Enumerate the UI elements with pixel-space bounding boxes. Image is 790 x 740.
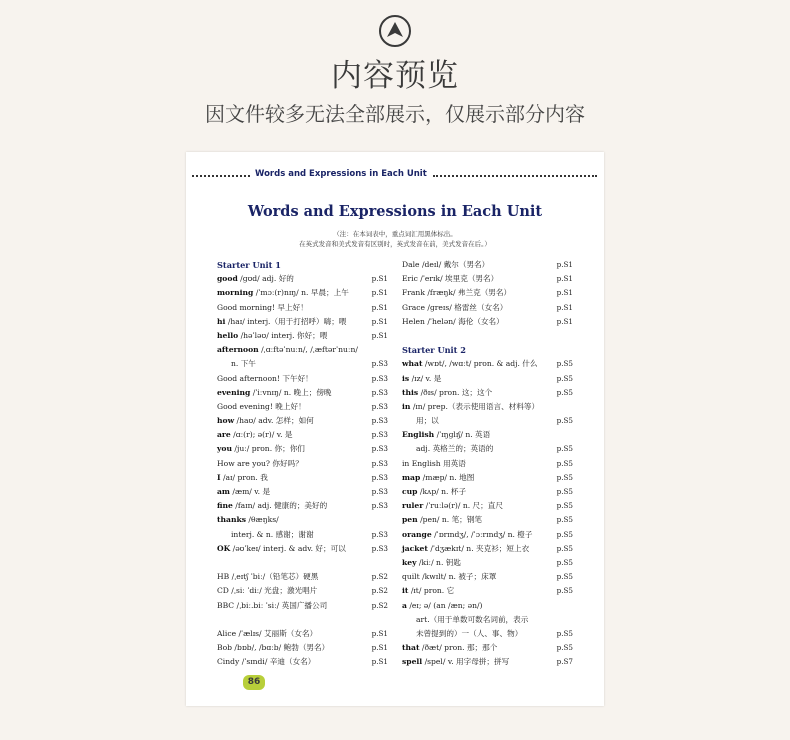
vocab-page-ref: p.S5	[556, 543, 573, 553]
vocab-page-ref: p.S3	[371, 487, 388, 496]
vocab-text	[231, 357, 256, 371]
vocab-page-ref: p.S1	[556, 316, 573, 326]
vocab-entry	[402, 428, 573, 442]
page-heading: 内容预览	[331, 58, 459, 94]
vocab-definition: /ˈɒrɪndʒ/, /ˈɔːrɪndʒ/ n. 橙子	[431, 529, 533, 539]
vocab-text	[217, 400, 306, 414]
vocab-word: orange	[402, 529, 432, 539]
vocab-definition: /θæŋks/	[246, 515, 279, 525]
vocab-page-ref: p.S3	[371, 430, 388, 440]
vocab-text	[416, 627, 522, 641]
vocab-definition: /ðɪs/ pron. 这；这个	[418, 387, 493, 397]
vocab-definition: /wɒt/, /wɑːt/ pron. & adj. 什么	[422, 359, 538, 369]
vocab-text	[217, 542, 346, 556]
vocab-definition: BBC /ˌbiː.biː ˈsiː/ 英国广播公司	[217, 600, 328, 610]
vocab-entry	[402, 357, 573, 371]
vocab-entry	[217, 471, 388, 485]
vocab-entry	[217, 315, 388, 329]
vocab-text	[402, 513, 482, 527]
vocab-definition: /əʊˈkeɪ/ interj. & adv. 好；可以	[230, 543, 346, 553]
vocab-word: evening	[217, 387, 251, 397]
vocab-definition: /ɪz/ v. 是	[409, 373, 442, 383]
spacer	[402, 329, 573, 343]
running-head	[186, 169, 604, 181]
vocab-page-ref: p.S1	[371, 330, 388, 340]
vocab-definition: Alice /ˈælɪs/ 艾丽斯（女名）	[217, 628, 318, 638]
vocab-page-ref: p.S5	[556, 387, 573, 397]
vocab-page-ref: p.S5	[556, 373, 573, 383]
vocab-definition: HB /ˌeɪtʃ ˈbiː/（铅笔芯）硬黑	[217, 572, 319, 582]
vocab-text	[217, 641, 329, 655]
vocab-entry	[217, 641, 388, 655]
vocab-entry	[402, 414, 573, 428]
vocab-page-ref: p.S1	[556, 260, 573, 269]
page-subheading: 因文件较多无法全部展示，仅展示部分内容	[205, 102, 585, 126]
vocab-entry	[402, 513, 573, 527]
vocab-page-ref: p.S1	[371, 288, 388, 298]
running-head-dots-right	[433, 175, 597, 177]
vocab-page-ref: p.S3	[371, 458, 388, 468]
vocab-word: good	[217, 274, 238, 284]
vocab-entry	[402, 400, 573, 414]
vocab-entry	[217, 485, 388, 499]
vocab-definition: art.（用于单数可数名词前，表示	[416, 614, 529, 624]
vocab-word: is	[402, 373, 410, 383]
vocab-page-ref: p.S1	[371, 316, 388, 326]
vocab-text	[416, 613, 528, 627]
vocab-word: in	[402, 401, 411, 411]
up-arrow-circle-icon	[378, 14, 412, 48]
vocab-entry	[402, 258, 573, 272]
vocab-definition: /ˌɑːftəˈnuːn/, /ˌæftərˈnuːn/	[258, 345, 358, 355]
vocab-text	[402, 372, 441, 386]
vocab-entry	[217, 627, 388, 641]
vocab-text	[217, 442, 305, 456]
vocab-definition: /faɪn/ adj. 健康的；美好的	[232, 501, 328, 511]
unit-heading-text: Starter Unit 2	[402, 345, 467, 356]
vocab-entry	[402, 372, 573, 386]
vocab-definition: Frank /fræŋk/ 弗兰克（男名）	[402, 288, 512, 298]
vocab-definition: /kʌp/ n. 杯子	[417, 487, 467, 496]
vocab-page-ref: p.S1	[556, 302, 573, 312]
vocab-page-ref: p.S3	[371, 501, 388, 511]
vocab-definition: Helen /ˈhelən/ 海伦（女名）	[402, 316, 504, 326]
vocab-definition: /eɪ; ə/ (an /æn; ən/)	[406, 600, 483, 610]
vocab-entry	[402, 627, 573, 641]
vocab-page-ref: p.S5	[556, 472, 573, 482]
vocab-definition: /ðæt/ pron. 那；那个	[419, 643, 498, 653]
vocab-definition: /haɪ/ interj.（用于打招呼）嗨；喂	[225, 316, 347, 326]
right-column	[402, 258, 573, 669]
vocab-text	[402, 301, 507, 315]
vocab-page-ref: p.S3	[371, 387, 388, 397]
vocab-page-ref: p.S3	[371, 373, 388, 383]
vocab-word: spell	[402, 657, 423, 667]
vocab-page-ref: p.S5	[556, 529, 573, 539]
vocab-definition: in English 用英语	[402, 458, 466, 468]
vocab-text	[402, 457, 466, 471]
page-number-badge: 86	[243, 675, 265, 690]
vocab-entry	[217, 584, 388, 598]
vocab-text	[217, 513, 279, 527]
spacer	[217, 556, 388, 570]
vocab-entry	[402, 315, 573, 329]
vocab-entry	[402, 386, 573, 400]
vocab-text	[402, 655, 509, 669]
vocab-text	[217, 428, 293, 442]
vocab-text	[217, 343, 358, 357]
vocab-definition: Dale /deɪl/ 戴尔（男名）	[402, 260, 490, 269]
vocab-entry	[402, 286, 573, 300]
vocab-word: jacket	[402, 543, 428, 553]
vocab-word: are	[217, 430, 231, 440]
vocab-word: what	[402, 359, 423, 369]
vocab-entry	[217, 499, 388, 513]
vocab-text	[402, 485, 466, 499]
vocab-page-ref: p.S1	[371, 628, 388, 638]
vocab-text	[402, 428, 490, 442]
vocab-page-ref: p.S5	[556, 458, 573, 468]
vocab-text	[402, 258, 489, 272]
vocab-page-ref: p.S5	[556, 586, 573, 596]
vocab-word: am	[217, 487, 230, 496]
vocab-text	[402, 584, 454, 598]
vocab-entry	[402, 471, 573, 485]
vocab-page-ref: p.S5	[556, 643, 573, 653]
vocab-word: a	[402, 600, 407, 610]
vocab-text	[402, 542, 529, 556]
vocab-definition: /ˈɪŋɡlɪʃ/ n. 英语	[434, 430, 491, 440]
vocab-text	[402, 528, 533, 542]
vocab-page-ref: p.S2	[371, 600, 388, 610]
vocab-entry	[217, 343, 388, 357]
vocab-entry	[217, 655, 388, 669]
vocab-entry	[217, 357, 388, 371]
vocab-entry	[217, 301, 388, 315]
vocab-page-ref: p.S5	[556, 444, 573, 454]
vocab-word: English	[402, 430, 435, 440]
vocab-definition: /mæp/ n. 地图	[420, 472, 475, 482]
vocab-entry	[217, 528, 388, 542]
vocab-entry	[402, 528, 573, 542]
vocab-entry	[402, 613, 573, 627]
vocab-text	[217, 372, 313, 386]
unit-heading	[402, 343, 573, 357]
running-head-title: Words and Expressions in Each Unit	[255, 169, 427, 179]
vocab-page-ref: p.S3	[371, 529, 388, 539]
vocab-word: how	[217, 416, 235, 426]
vocab-entry	[402, 641, 573, 655]
vocab-text	[402, 471, 474, 485]
vocab-entry	[402, 655, 573, 669]
vocab-entry	[217, 570, 388, 584]
vocab-definition: /ˈdʒækɪt/ n. 夹克衫；短上衣	[427, 543, 530, 553]
vocab-definition: /pen/ n. 笔；钢笔	[417, 515, 482, 525]
vocab-entry	[217, 428, 388, 442]
vocab-text	[402, 599, 483, 613]
vocab-word: cup	[402, 487, 418, 496]
vocab-definition: Cindy /ˈsɪndi/ 辛迪（女名）	[217, 657, 316, 667]
vocab-entry	[402, 499, 573, 513]
vocab-page-ref: p.S1	[371, 657, 388, 667]
vocab-definition: How are you? 你好吗？	[217, 458, 303, 468]
vocab-page-ref: p.S3	[371, 444, 388, 454]
vocab-word: map	[402, 472, 421, 482]
vocab-page-ref: p.S1	[556, 274, 573, 284]
vocab-definition: /ɑː(r); ə(r)/ v. 是	[230, 430, 293, 440]
vocab-definition: /həˈləʊ/ interj. 你好；喂	[238, 330, 328, 340]
vocab-definition: /ɡʊd/ adj. 好的	[237, 274, 294, 284]
vocab-text	[217, 627, 317, 641]
vocab-text	[217, 286, 349, 300]
vocab-page-ref: p.S3	[371, 543, 388, 553]
vocab-entry	[217, 286, 388, 300]
vocab-page-ref: p.S5	[556, 572, 573, 582]
vocab-word: thanks	[217, 515, 247, 525]
vocab-definition: /ɪt/ pron. 它	[408, 586, 455, 596]
vocab-text	[217, 599, 327, 613]
vocab-page-ref: p.S1	[371, 302, 388, 312]
vocab-page-ref: p.S1	[556, 288, 573, 298]
vocab-text	[217, 457, 303, 471]
vocab-word: key	[402, 557, 417, 567]
vocab-entry	[402, 570, 573, 584]
running-head-dots-left	[192, 175, 250, 177]
vocab-entry	[402, 485, 573, 499]
vocab-definition: adj. 英格兰的；英语的	[416, 444, 494, 454]
vocab-page-ref: p.S5	[556, 557, 573, 567]
spacer	[217, 613, 388, 627]
vocab-definition: Bob /bɒb/, /bɑːb/ 鲍勃（男名）	[217, 643, 330, 653]
vocab-page-ref: p.S5	[556, 359, 573, 369]
vocab-word: you	[217, 444, 232, 454]
vocab-page-ref: p.S5	[556, 515, 573, 525]
vocab-text	[402, 357, 538, 371]
vocab-entry	[402, 599, 573, 613]
vocab-entry	[402, 272, 573, 286]
vocab-definition: /ˈiːvnɪŋ/ n. 晚上；傍晚	[250, 387, 332, 397]
document-title: Words and Expressions in Each Unit	[247, 203, 543, 220]
vocab-page-ref: p.S5	[556, 501, 573, 511]
vocab-definition: Good evening! 晚上好！	[217, 401, 306, 411]
vocab-word: that	[402, 643, 420, 653]
unit-heading-text: Starter Unit 1	[217, 260, 282, 270]
note-line-1: （注：在本词表中，重点词汇用黑体标出。	[333, 230, 457, 238]
vocab-page-ref: p.S5	[556, 628, 573, 638]
vocab-definition: /ˈruːlə(r)/ n. 尺；直尺	[423, 501, 503, 511]
vocab-word: morning	[217, 288, 254, 298]
vocab-definition: CD /ˌsiː ˈdiː/ 光盘；激光唱片	[217, 586, 318, 596]
vocab-text	[217, 386, 332, 400]
vocab-entry	[217, 442, 388, 456]
vocab-word: hi	[217, 316, 226, 326]
vocab-page-ref: p.S5	[556, 416, 573, 426]
vocab-definition: /ɪn/ prep.（表示使用语言、材料等）	[410, 401, 540, 411]
vocab-text	[217, 272, 294, 286]
vocab-page-ref: p.S3	[371, 359, 388, 369]
vocab-entry	[217, 414, 388, 428]
vocab-definition: Good morning! 早上好！	[217, 302, 308, 312]
vocab-definition: /haʊ/ adv. 怎样；如何	[234, 416, 314, 426]
vocab-text	[402, 556, 461, 570]
vocab-entry	[217, 599, 388, 613]
vocab-text	[217, 301, 308, 315]
vocab-text	[217, 655, 315, 669]
vocab-text	[402, 499, 503, 513]
vocab-entry	[402, 442, 573, 456]
vocab-text	[217, 584, 317, 598]
note-line-2: 在英式发音和美式发音有区别时，英式发音在前，美式发音在后。）	[299, 240, 491, 248]
vocab-word: ruler	[402, 501, 424, 511]
vocab-definition: Good afternoon! 下午好！	[217, 373, 313, 383]
vocab-text	[416, 442, 493, 456]
vocab-text	[402, 400, 539, 414]
left-column	[217, 258, 388, 669]
vocab-definition: /æm/ v. 是	[229, 487, 271, 496]
vocab-definition: /kiː/ n. 钥匙	[416, 557, 461, 567]
vocab-definition: /aɪ/ pron. 我	[220, 472, 268, 482]
vocab-word: I	[217, 472, 221, 482]
vocab-text	[217, 499, 327, 513]
vocab-text	[231, 528, 314, 542]
vocab-text	[402, 315, 504, 329]
vocab-page-ref: p.S7	[556, 657, 573, 667]
vocab-word: OK	[217, 543, 231, 553]
vocab-text	[402, 386, 492, 400]
vocab-text	[217, 485, 270, 499]
vocab-text	[402, 570, 496, 584]
vocab-entry	[217, 386, 388, 400]
vocab-word: hello	[217, 330, 239, 340]
vocab-entry	[217, 457, 388, 471]
vocab-entry	[217, 400, 388, 414]
vocab-text	[402, 641, 497, 655]
vocab-definition: quilt /kwɪlt/ n. 被子；床罩	[402, 572, 497, 582]
vocab-word: pen	[402, 515, 418, 525]
vocab-text	[402, 286, 511, 300]
vocab-entry	[217, 329, 388, 343]
vocab-text	[217, 570, 318, 584]
vocab-page-ref: p.S5	[556, 487, 573, 496]
vocab-entry	[217, 513, 388, 527]
vocab-page-ref: p.S3	[371, 416, 388, 426]
vocab-definition: /ˈmɔː(r)nɪŋ/ n. 早晨；上午	[253, 288, 349, 298]
vocab-page-ref: p.S3	[371, 401, 388, 411]
vocab-text	[217, 315, 346, 329]
unit-heading	[217, 258, 388, 272]
vocab-text	[416, 414, 439, 428]
vocab-page-ref: p.S1	[371, 274, 388, 284]
vocab-word: this	[402, 387, 419, 397]
vocab-definition: 用；以	[416, 416, 439, 426]
vocab-text	[402, 272, 498, 286]
vocab-definition: /spel/ v. 用字母拼；拼写	[422, 657, 510, 667]
vocab-entry	[402, 301, 573, 315]
vocab-page-ref: p.S1	[371, 643, 388, 653]
vocab-text	[217, 471, 268, 485]
vocab-text	[217, 329, 327, 343]
vocab-definition: n. 下午	[231, 359, 256, 369]
vocab-entry	[402, 584, 573, 598]
vocab-definition: /juː/ pron. 你；你们	[232, 444, 305, 454]
vocab-entry	[402, 556, 573, 570]
vocab-word: afternoon	[217, 345, 259, 355]
vocab-page-ref: p.S3	[371, 472, 388, 482]
vocab-word: it	[402, 586, 409, 596]
vocab-definition: 未曾提到的）一（人、事、物）	[416, 628, 523, 638]
vocab-entry	[402, 457, 573, 471]
vocab-entry	[217, 542, 388, 556]
vocab-definition: Eric /ˈerɪk/ 埃里克（男名）	[402, 274, 499, 284]
vocab-word: fine	[217, 501, 233, 511]
vocab-definition: Grace /ɡreɪs/ 格雷丝（女名）	[402, 302, 508, 312]
vocab-entry	[217, 272, 388, 286]
vocab-entry	[402, 542, 573, 556]
vocab-page-ref: p.S2	[371, 586, 388, 596]
vocab-definition: interj. & n. 感谢；谢谢	[231, 529, 314, 539]
vocab-text	[217, 414, 314, 428]
vocab-page-ref: p.S2	[371, 572, 388, 582]
document-page	[186, 152, 604, 706]
vocab-entry	[217, 372, 388, 386]
